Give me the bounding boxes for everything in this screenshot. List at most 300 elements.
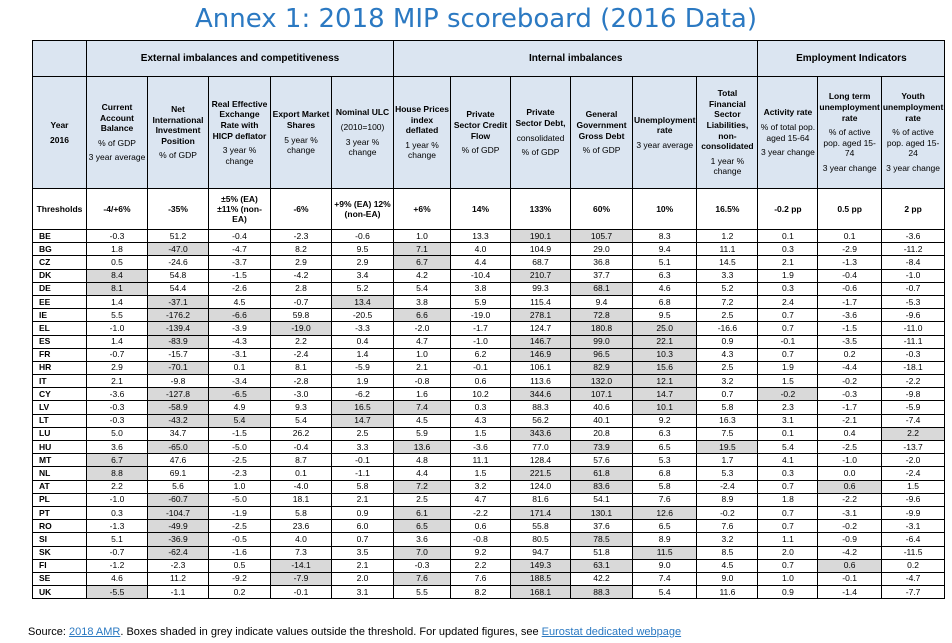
value-cell: 4.1 <box>758 454 818 467</box>
value-cell: 0.6 <box>451 520 511 533</box>
value-cell: -0.2 <box>818 375 881 388</box>
value-cell: -0.7 <box>87 348 148 361</box>
corner-cell <box>33 41 87 77</box>
country-code: AT <box>33 480 87 493</box>
value-cell: -11.5 <box>881 546 944 559</box>
value-cell: 190.1 <box>511 230 571 243</box>
table-row <box>33 454 945 467</box>
value-cell: 2.5 <box>697 361 758 374</box>
value-cell: -2.0 <box>881 454 944 467</box>
table-row <box>33 322 945 335</box>
value-cell: 5.5 <box>87 309 148 322</box>
value-cell: -9.8 <box>881 388 944 401</box>
value-cell: 7.1 <box>394 243 451 256</box>
table-row <box>33 467 945 480</box>
value-cell: 3.4 <box>332 269 394 282</box>
value-cell: 55.8 <box>511 520 571 533</box>
column-subunit: 3 year change <box>760 147 815 158</box>
column-name: Private Sector Credit Flow <box>453 109 508 141</box>
value-cell: -2.8 <box>271 375 332 388</box>
value-cell: 12.1 <box>633 375 697 388</box>
value-cell: 5.4 <box>394 282 451 295</box>
value-cell: 40.6 <box>571 401 633 414</box>
value-cell: 4.6 <box>633 282 697 295</box>
value-cell: 0.6 <box>818 559 881 572</box>
table-row <box>33 441 945 454</box>
value-cell: 2.2 <box>87 480 148 493</box>
value-cell: -3.6 <box>818 309 881 322</box>
value-cell: 82.9 <box>571 361 633 374</box>
value-cell: -4.7 <box>881 572 944 585</box>
value-cell: -19.0 <box>451 309 511 322</box>
value-cell: 36.8 <box>571 256 633 269</box>
value-cell: -1.5 <box>209 269 271 282</box>
value-cell: 128.4 <box>511 454 571 467</box>
value-cell: -1.0 <box>87 322 148 335</box>
country-code: HU <box>33 441 87 454</box>
amr-link[interactable]: 2018 AMR <box>68 626 121 638</box>
column-header <box>271 77 332 189</box>
value-cell: 0.1 <box>209 361 271 374</box>
value-cell: -6.5 <box>209 388 271 401</box>
value-cell: -0.3 <box>881 348 944 361</box>
value-cell: -9.9 <box>881 506 944 519</box>
value-cell: 5.8 <box>271 506 332 519</box>
value-cell: -2.5 <box>818 441 881 454</box>
value-cell: 7.4 <box>394 401 451 414</box>
value-cell: -0.3 <box>818 388 881 401</box>
threshold-cell: -4/+6% <box>87 189 148 230</box>
table-row <box>33 401 945 414</box>
value-cell: 2.5 <box>332 427 394 440</box>
table-row <box>33 493 945 506</box>
value-cell: 3.6 <box>394 533 451 546</box>
value-cell: 0.5 <box>209 559 271 572</box>
value-cell: -14.1 <box>271 559 332 572</box>
value-cell: 4.0 <box>451 243 511 256</box>
value-cell: -0.1 <box>332 454 394 467</box>
value-cell: 8.7 <box>271 454 332 467</box>
value-cell: -4.0 <box>271 480 332 493</box>
value-cell: -2.9 <box>818 243 881 256</box>
value-cell: 106.1 <box>511 361 571 374</box>
value-cell: 8.9 <box>697 493 758 506</box>
value-cell: 1.2 <box>697 230 758 243</box>
value-cell: -0.9 <box>818 533 881 546</box>
value-cell: -1.1 <box>148 586 209 599</box>
value-cell: -7.9 <box>271 572 332 585</box>
value-cell: -0.4 <box>818 269 881 282</box>
value-cell: 124.7 <box>511 322 571 335</box>
value-cell: 6.7 <box>87 454 148 467</box>
table-row <box>33 243 945 256</box>
value-cell: 14.7 <box>332 414 394 427</box>
table-row <box>33 256 945 269</box>
value-cell: 6.5 <box>394 520 451 533</box>
value-cell: 3.5 <box>332 546 394 559</box>
value-cell: 0.9 <box>758 586 818 599</box>
value-cell: 1.4 <box>87 335 148 348</box>
value-cell: -7.7 <box>881 586 944 599</box>
column-name: Net International Investment Position <box>152 103 204 146</box>
value-cell: 2.1 <box>332 559 394 572</box>
value-cell: 2.8 <box>271 282 332 295</box>
value-cell: 0.7 <box>758 520 818 533</box>
value-cell: 11.5 <box>633 546 697 559</box>
value-cell: 4.0 <box>271 533 332 546</box>
value-cell: 0.3 <box>758 467 818 480</box>
threshold-cell: 133% <box>511 189 571 230</box>
value-cell: 57.6 <box>571 454 633 467</box>
value-cell: -1.4 <box>818 586 881 599</box>
value-cell: -2.0 <box>394 322 451 335</box>
value-cell: 0.6 <box>451 375 511 388</box>
table-row <box>33 586 945 599</box>
value-cell: 51.2 <box>148 230 209 243</box>
value-cell: 5.1 <box>633 256 697 269</box>
value-cell: 0.7 <box>758 322 818 335</box>
value-cell: 4.5 <box>697 559 758 572</box>
value-cell: 0.7 <box>758 348 818 361</box>
value-cell: -43.2 <box>148 414 209 427</box>
value-cell: -139.4 <box>148 322 209 335</box>
table-row <box>33 533 945 546</box>
table-row <box>33 427 945 440</box>
value-cell: 124.0 <box>511 480 571 493</box>
value-cell: -11.2 <box>881 243 944 256</box>
value-cell: -0.4 <box>271 441 332 454</box>
value-cell: 59.8 <box>271 309 332 322</box>
column-header <box>87 77 148 189</box>
value-cell: 0.7 <box>697 388 758 401</box>
value-cell: 1.0 <box>394 348 451 361</box>
value-cell: -36.9 <box>148 533 209 546</box>
country-code: PT <box>33 506 87 519</box>
eurostat-link[interactable]: Eurostat dedicated webpage <box>541 626 682 638</box>
table-row <box>33 361 945 374</box>
value-cell: -0.3 <box>87 401 148 414</box>
country-code: SI <box>33 533 87 546</box>
threshold-cell: 0.5 pp <box>818 189 881 230</box>
value-cell: 0.7 <box>758 559 818 572</box>
value-cell: 96.5 <box>571 348 633 361</box>
value-cell: 3.2 <box>451 480 511 493</box>
value-cell: 2.1 <box>332 493 394 506</box>
value-cell: 9.5 <box>633 309 697 322</box>
column-unit: 1 year % change <box>405 139 439 161</box>
value-cell: 149.3 <box>511 559 571 572</box>
column-header <box>209 77 271 189</box>
value-cell: 69.1 <box>148 467 209 480</box>
value-cell: 130.1 <box>571 506 633 519</box>
value-cell: -18.1 <box>881 361 944 374</box>
value-cell: -3.5 <box>818 335 881 348</box>
value-cell: 5.4 <box>758 441 818 454</box>
column-name: Long term unemployment rate <box>819 91 880 123</box>
value-cell: -83.9 <box>148 335 209 348</box>
value-cell: 54.4 <box>148 282 209 295</box>
value-cell: 8.9 <box>633 533 697 546</box>
value-cell: -58.9 <box>148 401 209 414</box>
year-header <box>33 77 87 189</box>
value-cell: -65.0 <box>148 441 209 454</box>
value-cell: 6.6 <box>394 309 451 322</box>
value-cell: -20.5 <box>332 309 394 322</box>
column-header <box>511 77 571 189</box>
value-cell: 4.7 <box>394 335 451 348</box>
value-cell: -6.2 <box>332 388 394 401</box>
value-cell: -104.7 <box>148 506 209 519</box>
group-internal: Internal imbalances <box>394 41 758 77</box>
value-cell: 9.0 <box>697 572 758 585</box>
column-unit: 1 year % change <box>710 155 745 177</box>
value-cell: 3.2 <box>697 375 758 388</box>
value-cell: 0.1 <box>271 467 332 480</box>
value-cell: 8.1 <box>87 282 148 295</box>
value-cell: 8.2 <box>271 243 332 256</box>
value-cell: 1.9 <box>758 269 818 282</box>
value-cell: 2.2 <box>881 427 944 440</box>
year-value: 2016 <box>50 134 69 145</box>
column-name: House Prices index deflated <box>395 103 449 136</box>
value-cell: 99.3 <box>511 282 571 295</box>
value-cell: 8.2 <box>451 586 511 599</box>
value-cell: 132.0 <box>571 375 633 388</box>
column-header <box>451 77 511 189</box>
value-cell: 63.1 <box>571 559 633 572</box>
value-cell: 2.1 <box>758 256 818 269</box>
value-cell: 0.6 <box>818 480 881 493</box>
table-row <box>33 388 945 401</box>
table-row <box>33 546 945 559</box>
value-cell: 0.3 <box>87 506 148 519</box>
value-cell: -0.2 <box>697 506 758 519</box>
value-cell: -2.2 <box>818 493 881 506</box>
value-cell: 1.1 <box>758 533 818 546</box>
value-cell: 0.9 <box>697 335 758 348</box>
value-cell: 4.6 <box>87 572 148 585</box>
value-cell: 6.8 <box>633 467 697 480</box>
value-cell: 210.7 <box>511 269 571 282</box>
value-cell: -0.3 <box>87 230 148 243</box>
value-cell: 2.9 <box>271 256 332 269</box>
value-cell: 6.8 <box>633 295 697 308</box>
table-row <box>33 282 945 295</box>
value-cell: 51.8 <box>571 546 633 559</box>
threshold-cell: 2 pp <box>881 189 944 230</box>
value-cell: 7.6 <box>451 572 511 585</box>
value-cell: 42.2 <box>571 572 633 585</box>
value-cell: 5.4 <box>633 586 697 599</box>
value-cell: 180.8 <box>571 322 633 335</box>
value-cell: -8.4 <box>881 256 944 269</box>
value-cell: -7.4 <box>881 414 944 427</box>
column-unit: % of total pop. aged 15-64 <box>760 121 816 143</box>
value-cell: 10.2 <box>451 388 511 401</box>
value-cell: 171.4 <box>511 506 571 519</box>
value-cell: -127.8 <box>148 388 209 401</box>
value-cell: -1.9 <box>209 506 271 519</box>
value-cell: -0.7 <box>271 295 332 308</box>
value-cell: -3.7 <box>209 256 271 269</box>
value-cell: 0.7 <box>758 309 818 322</box>
country-code: BG <box>33 243 87 256</box>
value-cell: -1.7 <box>451 322 511 335</box>
value-cell: -6.6 <box>209 309 271 322</box>
value-cell: 2.5 <box>697 309 758 322</box>
threshold-cell: +6% <box>394 189 451 230</box>
value-cell: 13.6 <box>394 441 451 454</box>
value-cell: 54.8 <box>148 269 209 282</box>
column-header <box>332 77 394 189</box>
value-cell: 2.2 <box>271 335 332 348</box>
value-cell: 3.8 <box>394 295 451 308</box>
country-code: DK <box>33 269 87 282</box>
value-cell: -1.5 <box>818 322 881 335</box>
country-code: ES <box>33 335 87 348</box>
value-cell: -9.2 <box>209 572 271 585</box>
value-cell: 0.1 <box>758 230 818 243</box>
value-cell: 1.4 <box>87 295 148 308</box>
threshold-cell: -0.2 pp <box>758 189 818 230</box>
group-employment: Employment Indicators <box>758 41 945 77</box>
value-cell: 3.3 <box>332 441 394 454</box>
value-cell: 4.5 <box>209 295 271 308</box>
column-unit: % of GDP <box>159 150 197 161</box>
value-cell: -24.6 <box>148 256 209 269</box>
value-cell: 2.1 <box>394 361 451 374</box>
value-cell: -0.1 <box>271 586 332 599</box>
value-cell: 1.4 <box>332 348 394 361</box>
value-cell: -0.3 <box>87 414 148 427</box>
value-cell: -5.3 <box>881 295 944 308</box>
value-cell: 2.1 <box>87 375 148 388</box>
value-cell: 5.8 <box>332 480 394 493</box>
value-cell: 5.0 <box>87 427 148 440</box>
value-cell: 0.2 <box>881 559 944 572</box>
value-cell: -4.4 <box>818 361 881 374</box>
value-cell: 78.5 <box>571 533 633 546</box>
value-cell: 5.1 <box>87 533 148 546</box>
column-unit: % of GDP <box>461 145 500 156</box>
value-cell: 2.9 <box>87 361 148 374</box>
table-row <box>33 559 945 572</box>
value-cell: -1.6 <box>209 546 271 559</box>
column-header <box>697 77 758 189</box>
value-cell: -1.7 <box>818 401 881 414</box>
value-cell: -5.9 <box>881 401 944 414</box>
column-header <box>394 77 451 189</box>
column-header <box>818 77 881 189</box>
value-cell: -0.3 <box>394 559 451 572</box>
value-cell: 168.1 <box>511 586 571 599</box>
value-cell: 221.5 <box>511 467 571 480</box>
table-row <box>33 414 945 427</box>
value-cell: -3.6 <box>87 388 148 401</box>
value-cell: 11.6 <box>697 586 758 599</box>
value-cell: 4.3 <box>697 348 758 361</box>
value-cell: -0.1 <box>451 361 511 374</box>
value-cell: 4.9 <box>209 401 271 414</box>
value-cell: 99.0 <box>571 335 633 348</box>
column-name: Unemployment rate <box>634 114 696 136</box>
value-cell: 9.2 <box>633 414 697 427</box>
value-cell: 1.0 <box>758 572 818 585</box>
table-row <box>33 375 945 388</box>
value-cell: -1.3 <box>818 256 881 269</box>
value-cell: 23.6 <box>271 520 332 533</box>
value-cell: 2.0 <box>332 572 394 585</box>
value-cell: 7.2 <box>697 295 758 308</box>
value-cell: 4.5 <box>394 414 451 427</box>
value-cell: 1.0 <box>209 480 271 493</box>
value-cell: -1.0 <box>881 269 944 282</box>
column-unit: % of active pop. aged 15-24 <box>886 127 940 159</box>
value-cell: -2.3 <box>209 467 271 480</box>
value-cell: -2.4 <box>881 467 944 480</box>
country-code: EE <box>33 295 87 308</box>
value-cell: 2.3 <box>758 401 818 414</box>
value-cell: -13.7 <box>881 441 944 454</box>
column-header <box>758 77 818 189</box>
value-cell: 11.2 <box>148 572 209 585</box>
value-cell: 88.3 <box>571 586 633 599</box>
value-cell: 16.5 <box>332 401 394 414</box>
value-cell: -1.5 <box>209 427 271 440</box>
value-cell: -9.6 <box>881 493 944 506</box>
value-cell: 7.5 <box>697 427 758 440</box>
value-cell: 0.2 <box>209 586 271 599</box>
threshold-cell: -35% <box>148 189 209 230</box>
value-cell: -0.2 <box>818 520 881 533</box>
country-code: HR <box>33 361 87 374</box>
value-cell: -37.1 <box>148 295 209 308</box>
value-cell: 4.3 <box>451 414 511 427</box>
value-cell: 13.3 <box>451 230 511 243</box>
value-cell: 7.4 <box>633 572 697 585</box>
value-cell: -10.4 <box>451 269 511 282</box>
value-cell: 22.1 <box>633 335 697 348</box>
value-cell: 77.0 <box>511 441 571 454</box>
value-cell: 3.1 <box>332 586 394 599</box>
value-cell: 54.1 <box>571 493 633 506</box>
value-cell: 0.2 <box>818 348 881 361</box>
value-cell: 37.6 <box>571 520 633 533</box>
table-row <box>33 230 945 243</box>
value-cell: 9.5 <box>332 243 394 256</box>
column-subunit: % of GDP <box>521 147 560 158</box>
value-cell: -2.5 <box>209 520 271 533</box>
value-cell: 14.5 <box>697 256 758 269</box>
value-cell: -0.1 <box>818 572 881 585</box>
column-name: Activity rate <box>763 107 813 118</box>
value-cell: 6.0 <box>332 520 394 533</box>
value-cell: 4.4 <box>394 467 451 480</box>
value-cell: -3.0 <box>271 388 332 401</box>
value-cell: -47.0 <box>148 243 209 256</box>
column-unit: % of active pop. aged 15-74 <box>823 127 876 159</box>
value-cell: 18.1 <box>271 493 332 506</box>
value-cell: 278.1 <box>511 309 571 322</box>
value-cell: 343.6 <box>511 427 571 440</box>
value-cell: 9.2 <box>451 546 511 559</box>
value-cell: 20.8 <box>571 427 633 440</box>
column-name: General Government Gross Debt <box>576 109 627 141</box>
value-cell: 8.5 <box>697 546 758 559</box>
value-cell: 7.6 <box>697 520 758 533</box>
value-cell: 12.6 <box>633 506 697 519</box>
value-cell: 5.9 <box>394 427 451 440</box>
